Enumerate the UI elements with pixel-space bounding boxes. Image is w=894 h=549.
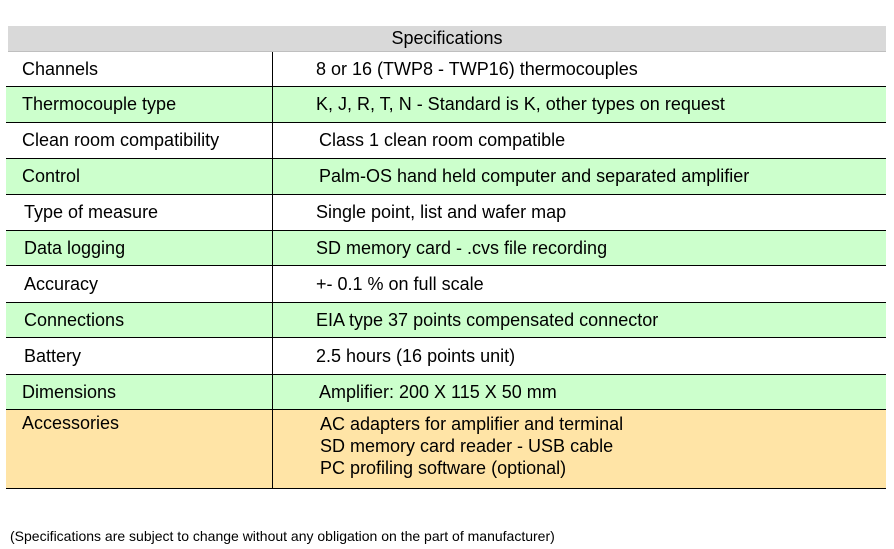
row-value-list (273, 410, 886, 488)
footnote: (Specifications are subject to change without any obligation on the part of manufacturer) (10, 528, 555, 544)
table-header: Specifications (8, 26, 886, 52)
list-item: AC adapters for amplifier and terminal (320, 414, 624, 434)
row-label: Channels (6, 52, 273, 86)
row-value: K, J, R, T, N - Standard is K, other types on request (316, 94, 725, 114)
row-value: EIA type 37 points compensated connector (316, 309, 659, 330)
table-row-data-logging (6, 231, 886, 266)
table-row-connections (6, 303, 886, 338)
row-value: SD memory card - .cvs file recording (316, 237, 608, 258)
table-row-accuracy (6, 266, 886, 303)
row-label: Battery (6, 338, 273, 374)
row-value: Single point, list and wafer map (316, 202, 567, 222)
row-label: Type of measure (6, 195, 273, 230)
table-row-clean-room (6, 123, 886, 159)
specifications-table (6, 26, 886, 489)
row-value: +- 0.1 % on full scale (316, 273, 484, 294)
table-row-channels (6, 52, 886, 87)
table-row-control (6, 159, 886, 195)
row-label: Accuracy (6, 266, 273, 302)
table-row-dimensions (6, 375, 886, 410)
table-row-type-of-measure (6, 195, 886, 231)
row-value: 8 or 16 (TWP8 - TWP16) thermocouples (316, 58, 638, 79)
table-row-thermocouple-type (6, 87, 886, 123)
table-row-accessories (6, 410, 886, 489)
row-value: Amplifier: 200 X 115 X 50 mm (319, 381, 557, 402)
row-label: Dimensions (6, 375, 273, 409)
table-row-battery (6, 338, 886, 375)
row-value: Class 1 clean room compatible (319, 130, 566, 150)
row-label: Accessories (6, 410, 273, 488)
row-label: Data logging (6, 231, 273, 265)
row-label: Connections (6, 303, 273, 337)
list-item: PC profiling software (optional) (320, 458, 567, 478)
list-item: SD memory card reader - USB cable (320, 436, 614, 456)
row-label: Control (6, 159, 273, 194)
row-label: Clean room compatibility (6, 123, 273, 158)
row-value: Palm-OS hand held computer and separated amplifier (319, 166, 750, 186)
row-label: Thermocouple type (6, 87, 273, 122)
row-value: 2.5 hours (16 points unit) (316, 345, 516, 366)
